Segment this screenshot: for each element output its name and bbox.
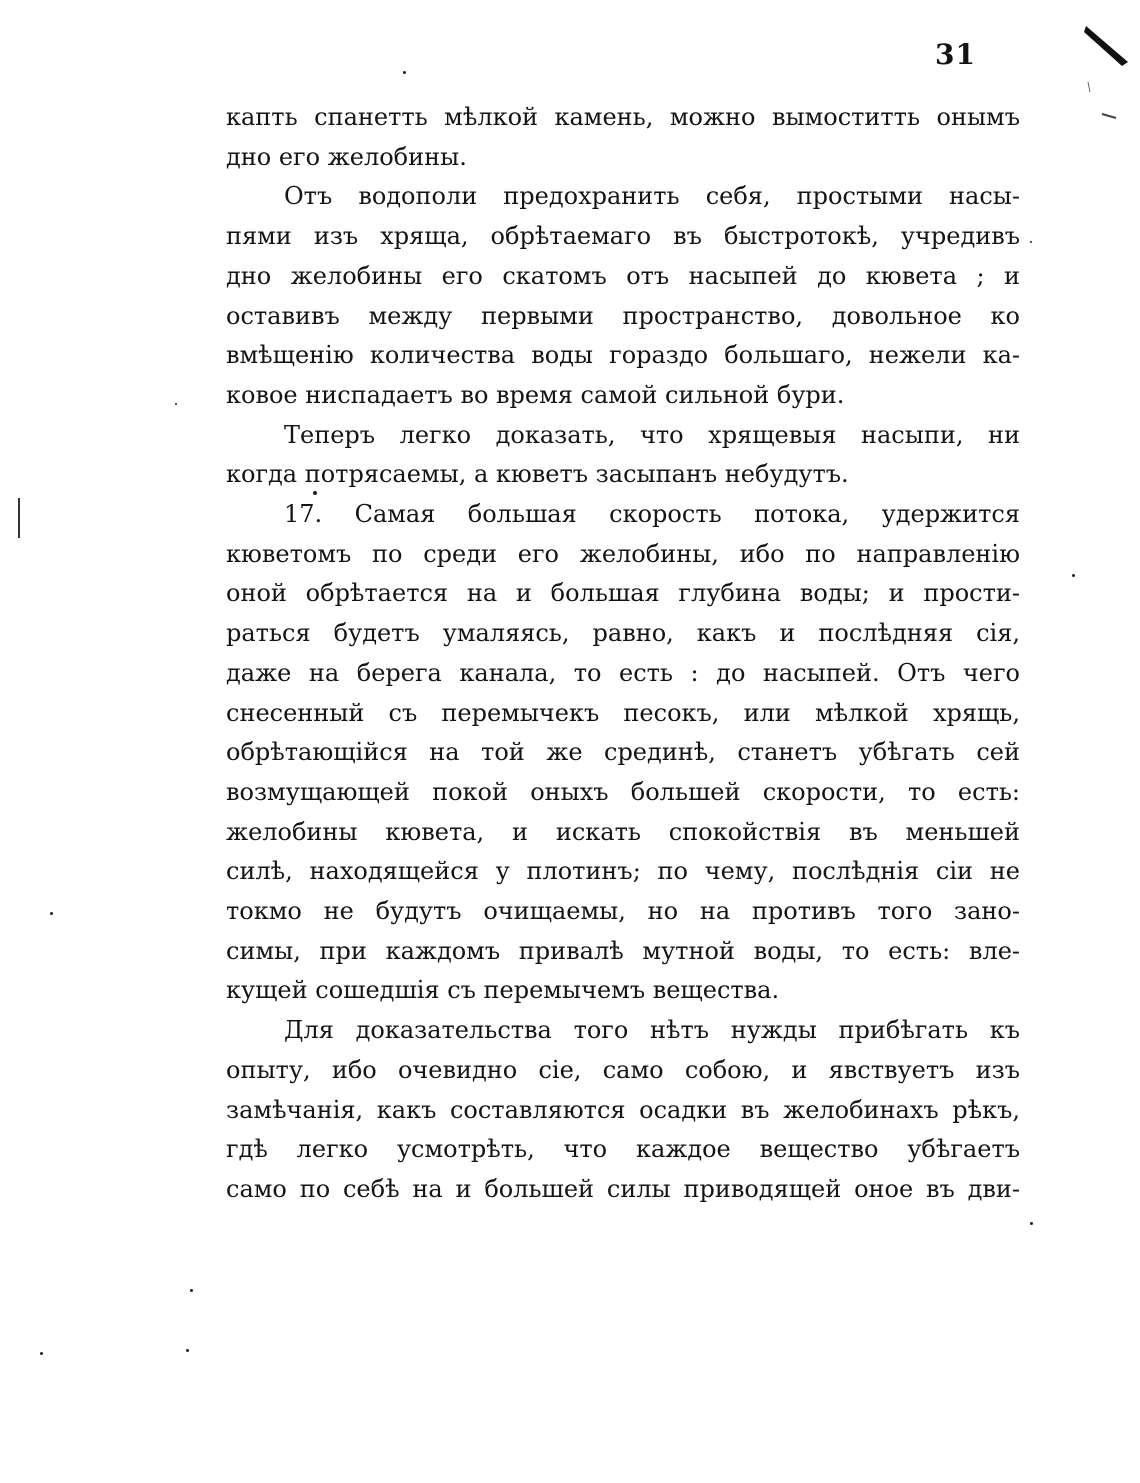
text-line: пями изъ хряща, обрѣтаемаго въ быстротокѣ, учредивъ [226, 222, 1020, 250]
ink-speck [50, 912, 53, 915]
text-line: гдѣ легко усмотрѣть, что каждое вещество убѣгаетъ [226, 1135, 1020, 1163]
text-line: оной обрѣтается на и большая глубина воды; и прости- [226, 579, 1020, 607]
text-line: кюветомъ по среди его желобины, ибо по направленію [226, 540, 1020, 568]
text-line: дно его желобины. [226, 143, 467, 171]
text-line: капть спанетть мѣлкой камень, можно вымоститть онымъ [226, 103, 1020, 131]
page-number: 31 [935, 38, 976, 71]
margin-ink-mark [18, 498, 20, 538]
text-line: 17. Самая большая скорость потока, удержится [284, 500, 1020, 528]
ink-speck [40, 1352, 43, 1355]
text-line: снесенный съ перемычекъ песокъ, или мѣлкой хрящь, [226, 699, 1020, 727]
text-line: желобины кювета, и искать спокойствія въ меньшей [226, 818, 1020, 846]
text-line: само по себѣ на и большей силы приводящей оное въ дви- [226, 1175, 1020, 1203]
text-line: ковое ниспадаетъ во время самой сильной бури. [226, 381, 845, 409]
text-line: когда потрясаемы, а кюветъ засыпанъ небудутъ. [226, 460, 849, 488]
text-line: кущей сошедшія съ перемычемъ вещества. [226, 976, 780, 1004]
text-line: опыту, ибо очевидно сіе, само собою, и явствуетъ изъ [226, 1056, 1020, 1084]
ink-speck [190, 1289, 193, 1292]
ink-speck [1072, 574, 1075, 577]
ink-speck [1030, 241, 1032, 243]
ink-speck [313, 491, 317, 495]
text-line: замѣчанія, какъ составляются осадки въ желобинахъ рѣкъ, [226, 1096, 1020, 1124]
ink-speck [186, 1349, 189, 1352]
text-line: даже на берега канала, то есть : до насыпей. Отъ чего [226, 659, 1020, 687]
text-line: Для доказательства того нѣтъ нужды прибѣгать къ [284, 1016, 1020, 1044]
ink-speck [1030, 1222, 1033, 1225]
text-line: токмо не будутъ очищаемы, но на противъ того зано- [226, 897, 1020, 925]
ink-speck [175, 403, 177, 405]
text-line: обрѣтающійся на той же срединѣ, станетъ убѣгать сей [226, 738, 1020, 766]
text-line: дно желобины его скатомъ отъ насыпей до кювета ; и [226, 262, 1020, 290]
text-line: Отъ водополи предохранить себя, простыми насы- [284, 182, 1020, 210]
text-line: Теперъ легко доказать, что хрящевыя насыпи, ни [284, 421, 1020, 449]
text-line: силѣ, находящейся у плотинъ; по чему, послѣднія сіи не [226, 857, 1020, 885]
text-line: вмѣщенію количества воды гораздо большаго, нежели ка- [226, 341, 1020, 369]
corner-ink-mark [1082, 22, 1132, 132]
text-line: симы, при каждомъ привалѣ мутной воды, то есть: вле- [226, 937, 1020, 965]
text-line: раться будетъ умаляясь, равно, какъ и послѣдняя сія, [226, 619, 1020, 647]
text-line: оставивъ между первыми пространство, довольное ко [226, 302, 1020, 330]
ink-speck [403, 71, 406, 74]
text-line: возмущающей покой оныхъ большей скорости, то есть: [226, 778, 1020, 806]
